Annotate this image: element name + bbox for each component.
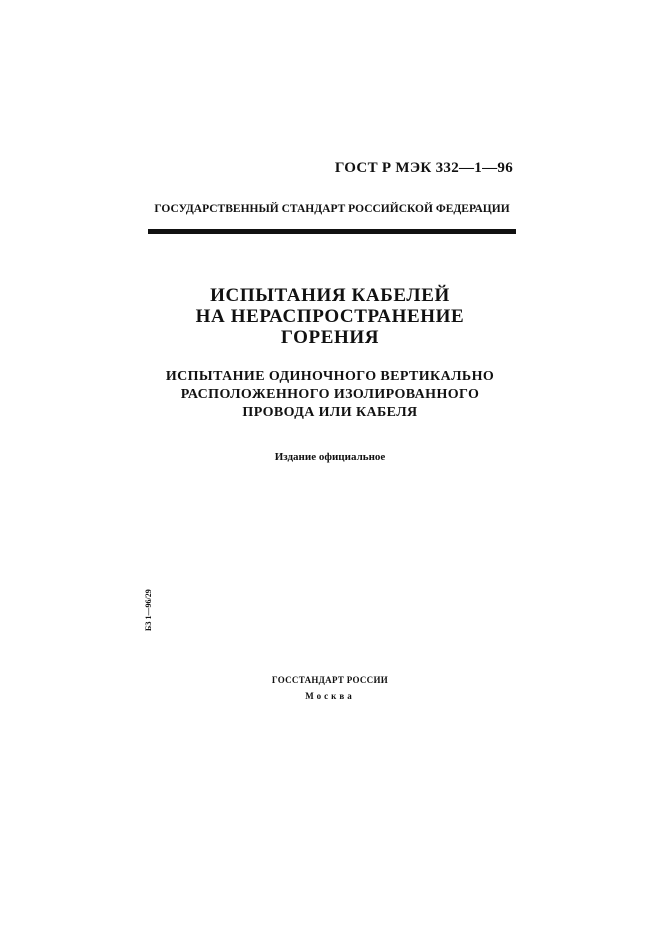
- title-line: НА НЕРАСПРОСТРАНЕНИЕ: [195, 306, 465, 327]
- publisher-name: ГОССТАНДАРТ РОССИИ: [271, 675, 389, 685]
- state-standard-heading: ГОСУДАРСТВЕННЫЙ СТАНДАРТ РОССИЙСКОЙ ФЕДЕРАЦИИ: [154, 203, 510, 215]
- subtitle-line: РАСПОЛОЖЕННОГО ИЗОЛИРОВАННОГО: [180, 387, 480, 402]
- document-subtitle: [120, 368, 540, 422]
- subtitle-line: ПРОВОДА ИЛИ КАБЕЛЯ: [242, 405, 418, 420]
- horizontal-rule: [148, 229, 516, 234]
- side-code: БЗ 1—96/29: [144, 589, 153, 631]
- title-line: ИСПЫТАНИЯ КАБЕЛЕЙ: [210, 285, 450, 306]
- title-line: ГОРЕНИЯ: [280, 327, 380, 348]
- subtitle-line: ИСПЫТАНИЕ ОДИНОЧНОГО ВЕРТИКАЛЬНО: [165, 369, 495, 384]
- document-title: [120, 285, 540, 348]
- edition-label: Издание официальное: [274, 451, 386, 463]
- standard-number: ГОСТ Р МЭК 332—1—96: [334, 160, 513, 176]
- publisher-city: Москва: [305, 691, 355, 701]
